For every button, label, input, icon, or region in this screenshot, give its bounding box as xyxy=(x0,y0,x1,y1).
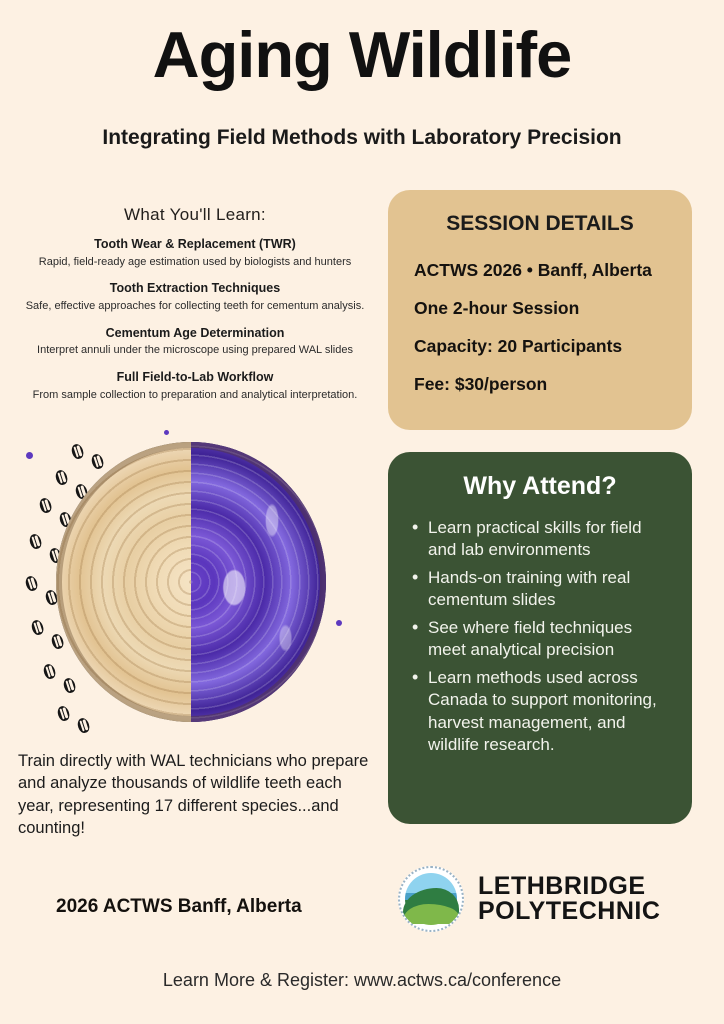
hoof-track-icon xyxy=(28,533,43,551)
cementum-slide-cross-section xyxy=(56,442,326,722)
session-detail-line: Fee: $30/person xyxy=(414,374,548,394)
session-detail-line: ACTWS 2026 • Banff, Alberta xyxy=(414,260,652,280)
session-detail-line: One 2-hour Session xyxy=(414,298,580,318)
page-title: Aging Wildlife xyxy=(152,18,572,91)
hoof-track-icon xyxy=(30,619,45,637)
hoof-track-icon xyxy=(42,663,57,681)
learn-section xyxy=(8,205,382,412)
organization-logo xyxy=(398,866,660,932)
learn-heading: What You'll Learn: xyxy=(124,205,266,224)
learn-item-label: Cementum Age Determination xyxy=(105,325,285,340)
list-item: • Learn practical skills for field and lab environments xyxy=(410,517,670,562)
learn-item-desc: Interpret annuli under the microscope using prepared WAL slides xyxy=(37,344,353,357)
learn-item xyxy=(8,279,382,314)
logo-line-1: LETHBRIDGE xyxy=(478,872,646,900)
event-location-label: 2026 ACTWS Banff, Alberta xyxy=(56,896,302,917)
tooth-cross-section-image xyxy=(14,430,378,740)
learn-item xyxy=(8,368,382,403)
list-item: • Hands-on training with real cementum slides xyxy=(410,567,670,612)
stain-spatter xyxy=(164,430,169,435)
list-item: • See where field techniques meet analytical precision xyxy=(410,617,670,662)
logo-hill-shape-2 xyxy=(403,904,459,924)
list-item: • Learn methods used across Canada to support monitoring, harvest management, and wildlife research. xyxy=(410,667,670,757)
learn-item-desc: Safe, effective approaches for collecting teeth for cementum analysis. xyxy=(25,300,365,312)
logo-wordmark xyxy=(478,874,660,924)
learn-item-label: Tooth Extraction Techniques xyxy=(109,281,281,296)
page-subtitle: Integrating Field Methods with Laboratory Precision xyxy=(102,126,622,149)
session-details-title: SESSION DETAILS xyxy=(446,212,634,235)
learn-item-label: Tooth Wear & Replacement (TWR) xyxy=(94,237,296,251)
stain-spatter xyxy=(26,452,33,459)
session-details-card xyxy=(388,190,692,430)
hoof-track-icon xyxy=(24,575,39,593)
register-link[interactable]: Learn More & Register: www.actws.ca/conference xyxy=(162,970,562,990)
tooth-rim xyxy=(56,442,326,722)
logo-mark-icon xyxy=(398,866,464,932)
session-detail-line: Capacity: 20 Participants xyxy=(414,336,623,356)
why-attend-card xyxy=(388,452,692,824)
why-attend-title: Why Attend? xyxy=(463,472,617,500)
learn-item-label: Full Field-to-Lab Workflow xyxy=(116,369,274,384)
hoof-track-icon xyxy=(38,497,53,515)
logo-line-2: POLYTECHNIC xyxy=(478,897,661,925)
learn-item-desc: Rapid, field-ready age estimation used by biologists and hunters xyxy=(38,255,352,268)
stain-spatter xyxy=(336,620,342,626)
image-caption: Train directly with WAL technicians who prepare and analyze thousands of wildlife teeth each year, representing 17 different species...and counting! xyxy=(18,752,369,838)
learn-item xyxy=(8,235,382,270)
learn-item xyxy=(8,324,382,359)
why-attend-list xyxy=(410,517,670,756)
learn-item-desc: From sample collection to preparation and analytical interpretation. xyxy=(32,388,358,401)
